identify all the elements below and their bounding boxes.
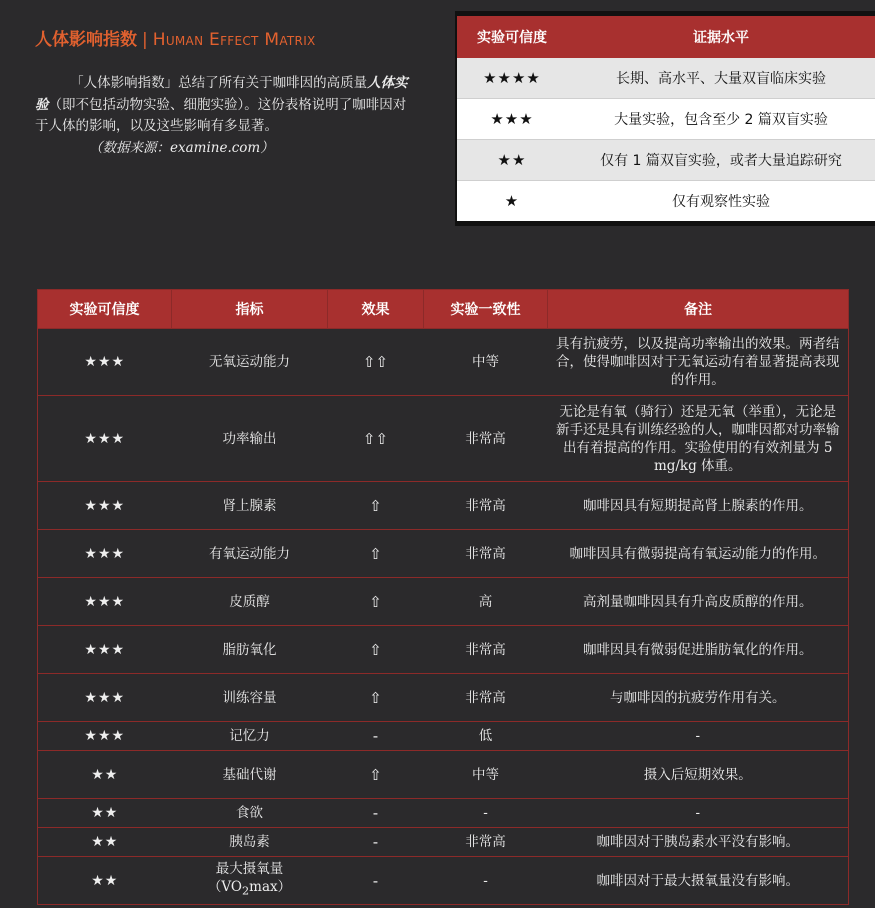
row-metric: 无氧运动能力: [172, 329, 328, 396]
row-stars: ★★★: [38, 329, 172, 396]
table-row: [38, 578, 849, 626]
row-effect-arrow-icon: ⇧: [328, 530, 424, 578]
row-note: 咖啡因具有微弱提高有氧运动能力的作用。: [548, 530, 849, 578]
row-consistency: 中等: [424, 751, 548, 799]
row-note: 咖啡因对于最大摄氧量没有影响。: [548, 857, 849, 905]
row-note: 咖啡因具有微弱促进脂肪氧化的作用。: [548, 626, 849, 674]
row-consistency: 低: [424, 722, 548, 751]
row-consistency: 非常高: [424, 828, 548, 857]
row-note: 无论是有氧（骑行）还是无氧（举重），无论是新手还是具有训练经验的人，咖啡因都对功率输出有着提高的作用。实验使用的有效剂量为 5 mg/kg 体重。: [548, 396, 849, 482]
row-metric: 训练容量: [172, 674, 328, 722]
table-row: [38, 857, 849, 905]
intro-emphasis: 人体实验: [35, 75, 408, 113]
matrix-header-row: [38, 290, 849, 329]
legend-text: 仅有观察性实验: [567, 181, 875, 223]
title-separator: |: [142, 30, 148, 50]
intro-text-2: （即不包括动物实验、细胞实验）。这份表格说明了咖啡因对于人体的影响，以及这些影响有多显著。: [35, 96, 407, 134]
legend-stars: ★: [457, 181, 567, 223]
legend-row: [457, 99, 875, 140]
row-stars: ★★★: [38, 674, 172, 722]
data-source: （数据来源：examine.com）: [89, 139, 274, 156]
row-effect-arrow-icon: ⇧: [328, 674, 424, 722]
row-consistency: 非常高: [424, 530, 548, 578]
row-metric-abbrev: $(VO_2\max)$: [207, 879, 292, 898]
table-row: [38, 674, 849, 722]
legend-row: [457, 140, 875, 181]
row-consistency: -: [424, 799, 548, 828]
table-row: [38, 482, 849, 530]
legend-text: 仅有 1 篇双盲实验，或者大量追踪研究: [567, 140, 875, 181]
row-consistency: -: [424, 857, 548, 905]
legend-text: 大量实验，包含至少 2 篇双盲实验: [567, 99, 875, 140]
row-stars: ★★★: [38, 626, 172, 674]
table-row: [38, 828, 849, 857]
human-effect-matrix-table: [37, 289, 849, 905]
row-metric: 记忆力: [172, 722, 328, 751]
page-title: [35, 25, 316, 50]
table-row: [38, 799, 849, 828]
row-metric: 食欲: [172, 799, 328, 828]
row-effect-dash: -: [328, 857, 424, 905]
row-effect-arrow-icon: ⇧⇧: [328, 396, 424, 482]
legend-stars: ★★★: [457, 99, 567, 140]
row-metric: 有氧运动能力: [172, 530, 328, 578]
row-stars: ★★: [38, 751, 172, 799]
intro-text-1: 「人体影响指数」总结了所有关于咖啡因的高质量: [70, 75, 368, 91]
row-consistency: 非常高: [424, 396, 548, 482]
row-stars: ★★★: [38, 530, 172, 578]
row-note: 具有抗疲劳，以及提高功率输出的效果。两者结合，使得咖啡因对于无氧运动有着显著提高表现的作用。: [548, 329, 849, 396]
row-stars: ★★★: [38, 578, 172, 626]
legend-row: [457, 181, 875, 223]
row-metric: 胰岛素: [172, 828, 328, 857]
row-effect-arrow-icon: ⇧: [328, 751, 424, 799]
row-metric: 脂肪氧化: [172, 626, 328, 674]
row-note: 高剂量咖啡因具有升高皮质醇的作用。: [548, 578, 849, 626]
row-consistency: 高: [424, 578, 548, 626]
legend-header-row: [457, 15, 875, 59]
table-row: [38, 751, 849, 799]
title-english: Human Effect Matrix: [152, 30, 316, 50]
row-note: 咖啡因对于胰岛素水平没有影响。: [548, 828, 849, 857]
table-row: [38, 530, 849, 578]
matrix-header-metric: 指标: [172, 290, 328, 329]
row-effect-dash: -: [328, 799, 424, 828]
row-metric: 肾上腺素: [172, 482, 328, 530]
row-stars: ★★: [38, 857, 172, 905]
row-metric-name: 最大摄氧量: [215, 861, 284, 878]
row-note: -: [548, 799, 849, 828]
legend-text: 长期、高水平、大量双盲临床实验: [567, 58, 875, 99]
intro-paragraph: [35, 73, 415, 159]
table-row: [38, 626, 849, 674]
row-stars: ★★★: [38, 396, 172, 482]
row-effect-dash: -: [328, 722, 424, 751]
row-stars: ★★★: [38, 482, 172, 530]
row-metric: 皮质醇: [172, 578, 328, 626]
legend-stars: ★★: [457, 140, 567, 181]
title-chinese: 人体影响指数: [35, 30, 137, 50]
row-stars: ★★: [38, 799, 172, 828]
row-metric: 功率输出: [172, 396, 328, 482]
legend-header-evidence: 证据水平: [567, 15, 875, 59]
legend-row: [457, 58, 875, 99]
row-stars: ★★: [38, 828, 172, 857]
matrix-header-effect: 效果: [328, 290, 424, 329]
matrix-header-reliability: 实验可信度: [38, 290, 172, 329]
row-note: 与咖啡因的抗疲劳作用有关。: [548, 674, 849, 722]
legend-header-reliability: 实验可信度: [457, 15, 567, 59]
row-effect-arrow-icon: ⇧⇧: [328, 329, 424, 396]
row-effect-arrow-icon: ⇧: [328, 482, 424, 530]
row-effect-arrow-icon: ⇧: [328, 626, 424, 674]
row-note: 摄入后短期效果。: [548, 751, 849, 799]
row-consistency: 非常高: [424, 482, 548, 530]
row-effect-dash: -: [328, 828, 424, 857]
table-row: [38, 329, 849, 396]
legend-stars: ★★★★: [457, 58, 567, 99]
row-consistency: 非常高: [424, 626, 548, 674]
row-effect-arrow-icon: ⇧: [328, 578, 424, 626]
row-note: 咖啡因具有短期提高肾上腺素的作用。: [548, 482, 849, 530]
matrix-header-notes: 备注: [548, 290, 849, 329]
row-stars: ★★★: [38, 722, 172, 751]
row-consistency: 非常高: [424, 674, 548, 722]
row-consistency: 中等: [424, 329, 548, 396]
row-metric: 基础代谢: [172, 751, 328, 799]
table-row: [38, 722, 849, 751]
evidence-legend-table: [457, 13, 875, 224]
table-row: [38, 396, 849, 482]
matrix-header-consistency: 实验一致性: [424, 290, 548, 329]
row-metric: [172, 857, 328, 905]
row-note: -: [548, 722, 849, 751]
